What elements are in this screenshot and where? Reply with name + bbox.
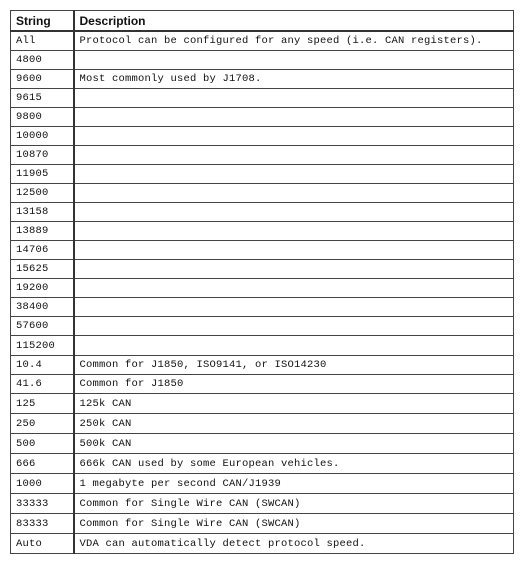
table-row	[11, 474, 514, 494]
table-row	[11, 222, 514, 241]
description-cell: 1 megabyte per second CAN/J1939	[74, 474, 514, 494]
table-row	[11, 51, 514, 70]
speed-string-cell: 13158	[11, 203, 74, 222]
speed-string-cell: 250	[11, 414, 74, 434]
description-cell	[74, 165, 514, 184]
table-row	[11, 375, 514, 394]
description-cell	[74, 298, 514, 317]
protocol-speed-table	[10, 10, 514, 554]
table-row	[11, 184, 514, 203]
table-row	[11, 434, 514, 454]
speed-string-cell: 33333	[11, 494, 74, 514]
column-header-string: String	[11, 11, 74, 32]
speed-string-cell: 14706	[11, 241, 74, 260]
column-header-description: Description	[74, 11, 514, 32]
table-header-row	[11, 11, 514, 32]
description-cell: Common for J1850, ISO9141, or ISO14230	[74, 356, 514, 375]
speed-string-cell: 15625	[11, 260, 74, 279]
table-row	[11, 70, 514, 89]
table-row	[11, 241, 514, 260]
description-cell: Most commonly used by J1708.	[74, 70, 514, 89]
speed-string-cell: 10.4	[11, 356, 74, 375]
description-cell: 125k CAN	[74, 394, 514, 414]
speed-string-cell: 1000	[11, 474, 74, 494]
speed-string-cell: 500	[11, 434, 74, 454]
table-row	[11, 127, 514, 146]
speed-string-cell: All	[11, 31, 74, 51]
description-cell	[74, 51, 514, 70]
speed-string-cell: 57600	[11, 317, 74, 336]
description-cell: 500k CAN	[74, 434, 514, 454]
description-cell	[74, 279, 514, 298]
description-cell: 666k CAN used by some European vehicles.	[74, 454, 514, 474]
description-cell	[74, 260, 514, 279]
table-row	[11, 279, 514, 298]
table-row	[11, 514, 514, 534]
table-row	[11, 494, 514, 514]
description-cell	[74, 108, 514, 127]
description-cell: 250k CAN	[74, 414, 514, 434]
description-cell: Common for J1850	[74, 375, 514, 394]
speed-string-cell: 9800	[11, 108, 74, 127]
description-cell: Protocol can be configured for any speed (i.e. CAN registers).	[74, 31, 514, 51]
table-row	[11, 260, 514, 279]
description-cell	[74, 146, 514, 165]
table-row	[11, 534, 514, 554]
table-row	[11, 298, 514, 317]
speed-string-cell: Auto	[11, 534, 74, 554]
description-cell	[74, 89, 514, 108]
description-cell: VDA can automatically detect protocol speed.	[74, 534, 514, 554]
description-cell: Common for Single Wire CAN (SWCAN)	[74, 494, 514, 514]
description-cell	[74, 203, 514, 222]
description-cell	[74, 336, 514, 356]
speed-string-cell: 666	[11, 454, 74, 474]
description-cell	[74, 241, 514, 260]
speed-string-cell: 125	[11, 394, 74, 414]
table-row	[11, 336, 514, 356]
description-cell: Common for Single Wire CAN (SWCAN)	[74, 514, 514, 534]
speed-string-cell: 4800	[11, 51, 74, 70]
speed-string-cell: 10000	[11, 127, 74, 146]
table-row	[11, 31, 514, 51]
speed-string-cell: 9615	[11, 89, 74, 108]
table-body	[11, 31, 514, 554]
table-row	[11, 394, 514, 414]
speed-string-cell: 13889	[11, 222, 74, 241]
table-row	[11, 454, 514, 474]
description-cell	[74, 317, 514, 336]
table-row	[11, 356, 514, 375]
speed-string-cell: 10870	[11, 146, 74, 165]
table-row	[11, 414, 514, 434]
table-row	[11, 146, 514, 165]
speed-string-cell: 9600	[11, 70, 74, 89]
table-row	[11, 89, 514, 108]
table-row	[11, 317, 514, 336]
speed-string-cell: 12500	[11, 184, 74, 203]
speed-string-cell: 38400	[11, 298, 74, 317]
speed-string-cell: 115200	[11, 336, 74, 356]
table-row	[11, 203, 514, 222]
speed-string-cell: 83333	[11, 514, 74, 534]
description-cell	[74, 184, 514, 203]
speed-string-cell: 19200	[11, 279, 74, 298]
description-cell	[74, 127, 514, 146]
speed-string-cell: 41.6	[11, 375, 74, 394]
speed-string-cell: 11905	[11, 165, 74, 184]
table-row	[11, 165, 514, 184]
table-row	[11, 108, 514, 127]
description-cell	[74, 222, 514, 241]
